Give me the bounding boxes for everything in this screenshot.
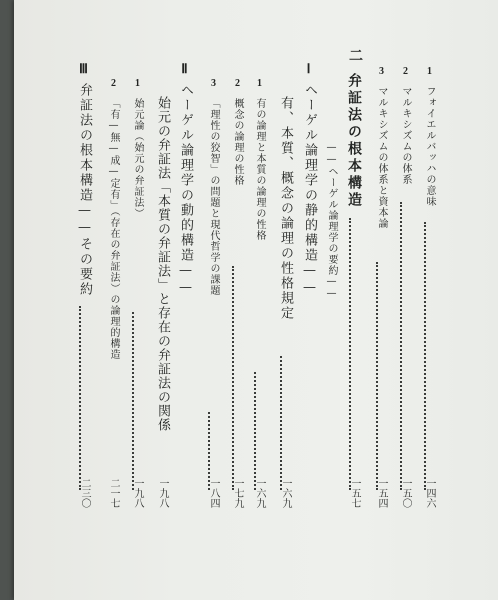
page-number: 一八四 (208, 478, 219, 508)
entry-title: 有の論理と本質の論理の性格 (254, 98, 265, 241)
entry-title: 「有—無—成—定有」（存在の弁証法）の論理的構造 (108, 98, 119, 360)
entry-number: 1 (424, 66, 435, 78)
page-number: 二三〇 (79, 478, 90, 508)
entry-title: 始元論（始元の弁証法） (132, 98, 143, 219)
toc-section-dynamic-structure (175, 62, 195, 297)
leader-dots (254, 372, 256, 490)
chapter-number: 二 (347, 48, 362, 65)
entry-title: フォイエルバッハの意味 (424, 86, 435, 207)
entry-number: 3 (208, 78, 219, 90)
entry-number: 3 (376, 66, 387, 78)
page-number: 一五〇 (400, 478, 411, 508)
leader-dots (280, 356, 282, 490)
toc-section-static-structure (299, 62, 319, 297)
section-number: Ⅲ (77, 62, 92, 77)
entry-title: マルキシズムの体系と資本論 (376, 86, 387, 229)
section-number: Ⅰ (302, 62, 317, 77)
toc-entry-concept (227, 78, 247, 186)
section-number: Ⅱ (178, 62, 193, 77)
section-title: ヘーゲル論理学の動的構造—— (178, 83, 193, 297)
book-page (14, 0, 498, 600)
page-number: 一六九 (254, 478, 265, 508)
leader-dots (132, 312, 134, 490)
page-number: 一七九 (232, 478, 243, 508)
entry-number: 2 (108, 78, 119, 90)
leader-dots (79, 306, 81, 490)
chapter-subtitle: ——ヘーゲル論理学の要約—— (326, 142, 337, 300)
page-number: 二一七 (108, 478, 119, 508)
leader-dots (232, 266, 234, 490)
leader-dots (376, 262, 378, 490)
section-title: 弁証法の根本構造——その要約 (77, 83, 92, 297)
page-number: 一九八 (132, 478, 143, 508)
toc-entry-beginning-theory (127, 78, 147, 219)
toc-section-summary (74, 62, 94, 297)
entry-number: 2 (400, 66, 411, 78)
entry-number: 1 (254, 78, 265, 90)
toc-entry-marxism-capital (371, 66, 391, 229)
page-number: 一五四 (376, 478, 387, 508)
toc-entry-feuerbach (419, 66, 439, 207)
page-number: 一四六 (424, 478, 435, 508)
toc-section-static-subtitle: 有、本質、概念の論理の性格規定 (278, 96, 293, 321)
toc-chapter-dialectic-structure (344, 48, 364, 209)
page-number: 一九八 (157, 478, 168, 508)
toc-entry-cunning-of-reason (203, 78, 223, 296)
toc-entry-being-essence (249, 78, 269, 241)
entry-title: 「理性の狡智」の問題と現代哲学の課題 (208, 98, 219, 296)
entry-number: 2 (232, 78, 243, 90)
toc-entry-marxism-system (395, 66, 415, 185)
entry-number: 1 (132, 78, 143, 90)
page-number: 一六九 (280, 478, 291, 508)
toc-section-dynamic-subtitle: 始元の弁証法「本質の弁証法」と存在の弁証法の関係 (155, 96, 170, 432)
leader-dots (400, 202, 402, 490)
section-title: ヘーゲル論理学の静的構造—— (302, 83, 317, 297)
chapter-title: 弁証法の根本構造 (346, 73, 362, 209)
leader-dots (424, 222, 426, 490)
toc-entry-being-nothing-becoming (103, 78, 123, 360)
page-number: 一五七 (349, 478, 360, 508)
leader-dots (349, 218, 351, 490)
entry-title: 概念の論理の性格 (232, 98, 243, 186)
entry-title: マルキシズムの体系 (400, 86, 411, 185)
